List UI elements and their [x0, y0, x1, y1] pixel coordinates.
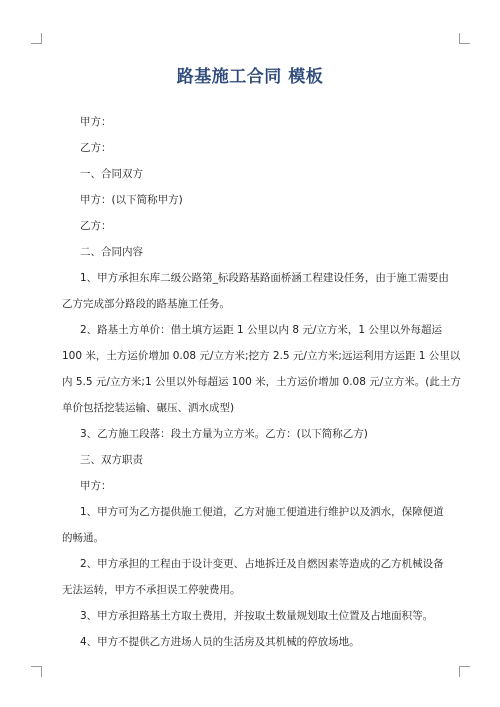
paragraph-line: 4、甲方不提供乙方进场人员的生活房及其机械的停放场地。: [80, 636, 360, 648]
paragraph-line: 乙方：: [80, 220, 112, 232]
crop-mark-top-right: [459, 33, 470, 44]
crop-mark-bottom-left: [31, 666, 42, 677]
paragraph-line: 1、甲方可为乙方提供施工便道，乙方对施工便道进行维护以及洒水，保障便道: [80, 506, 444, 518]
paragraph-line: 的畅通。: [62, 532, 104, 544]
paragraph-line: 2、甲方承担的工程由于设计变更、占地拆迁及自燃因素等造成的乙方机械设备: [80, 558, 444, 570]
party-b-label: 乙方：: [80, 142, 112, 154]
section-heading: 二、合同内容: [80, 246, 143, 258]
paragraph-line: 1、甲方承担东库二级公路第_标段路基路面桥涵工程建设任务，由于施工需要由: [80, 272, 449, 284]
paragraph-line: 单价包括挖装运输、碾压、洒水成型): [62, 402, 235, 414]
paragraph-line: 甲方：: [80, 480, 112, 492]
crop-mark-bottom-right: [459, 666, 470, 677]
paragraph-line: 无法运转，甲方不承担误工停驶费用。: [62, 584, 241, 596]
party-a-label: 甲方：: [80, 116, 112, 128]
document-title: 路基施工合同 模板: [176, 67, 324, 87]
paragraph-line: 3、甲方承担路基土方取土费用，并按取土数量规划取土位置及占地面积等。: [80, 610, 434, 622]
section-heading: 一、合同双方: [80, 168, 143, 180]
paragraph-line: 100 米，土方运价增加 0.08 元/立方米;挖方 2.5 元/立方米;远运利用方运距 1 公里以: [62, 350, 461, 362]
paragraph-line: 甲方：(以下简称甲方): [80, 194, 183, 206]
crop-mark-top-left: [31, 33, 42, 44]
paragraph-line: 内 5.5 元/立方米;1 公里以外每超运 100 米，土方运价增加 0.08 元/立方米。(此土方: [62, 376, 461, 388]
section-heading: 三、双方职责: [80, 454, 143, 466]
paragraph-line: 3、乙方施工段落：段土方量为立方米。乙方：(以下简称乙方): [80, 428, 368, 440]
paragraph-line: 2、路基土方单价：借土填方运距 1 公里以内 8 元/立方米，1 公里以外每超运: [80, 324, 442, 336]
paragraph-line: 乙方完成部分路段的路基施工任务。: [62, 298, 230, 310]
